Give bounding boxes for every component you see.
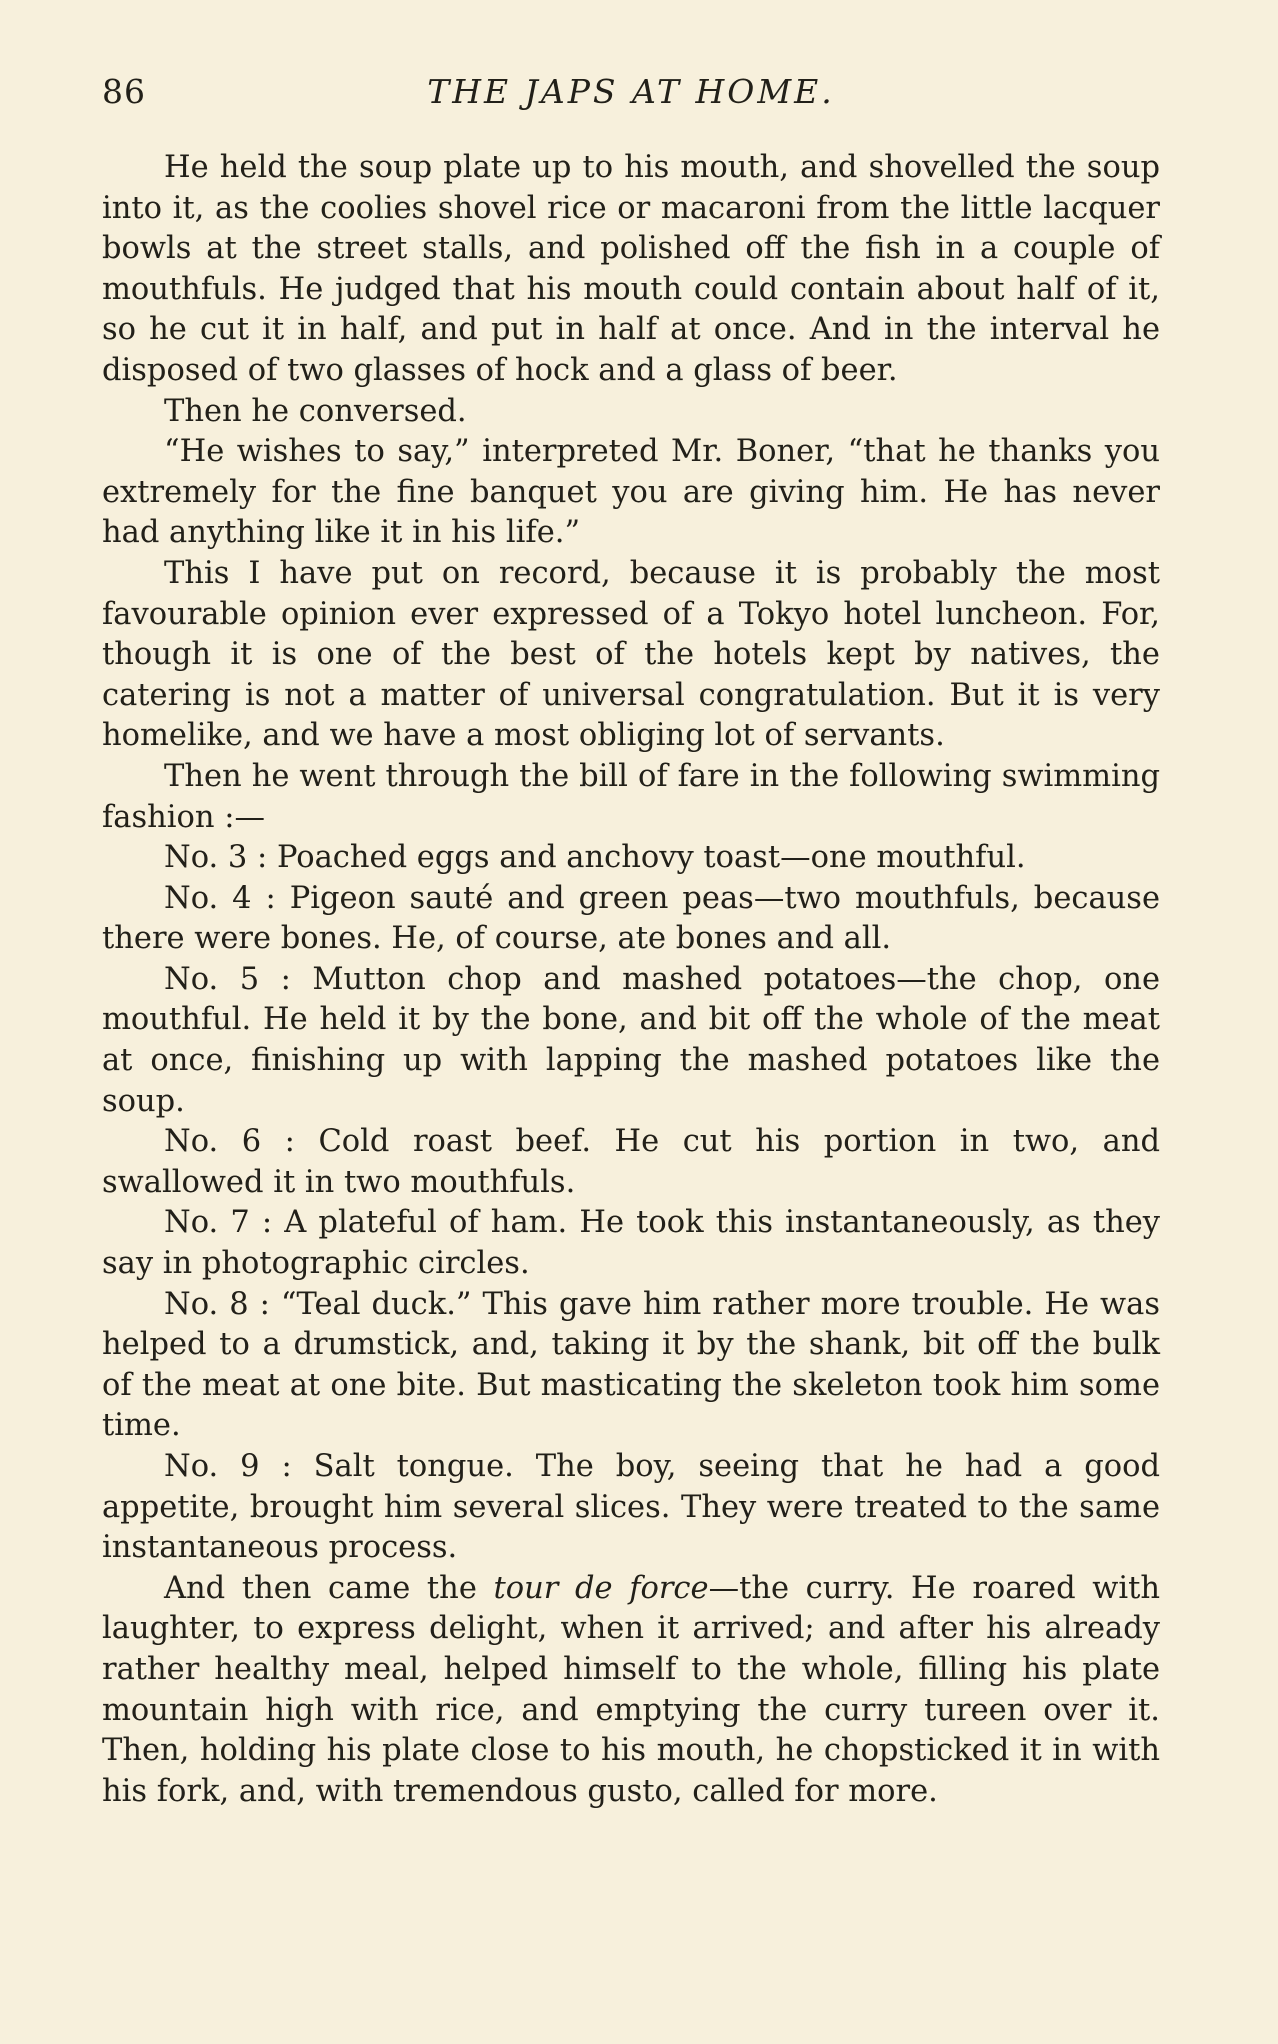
page-number: 86 [102,72,146,111]
menu-item-paragraph: No. 4 : Pigeon sauté and green peas—two mouthfuls, because there were bones. He, of course, ate bones and all. [102,880,1160,957]
paragraph [102,1569,1160,1813]
paragraph: Then he went through the bill of fare in the following swimming fashion :— [102,758,1160,835]
paragraph-text-start: And then came the [164,1570,494,1606]
menu-item-paragraph: No. 3 : Poached eggs and anchovy toast—one mouthful. [164,840,1026,876]
menu-item-paragraph: No. 5 : Mutton chop and mashed potatoes—the chop, one mouthful. He held it by the bone, and bit off the whole of the meat at once, finishing up with lapping the mashed potatoes like the soup. [102,961,1160,1119]
menu-item-paragraph: No. 9 : Salt tongue. The boy, seeing that he had a good appetite, brought him several slices. They were treated to the same instantaneous process. [102,1449,1160,1566]
body-text [102,148,1160,1812]
paragraph: Then he conversed. [164,393,467,429]
paragraph: He held the soup plate up to his mouth, and shovelled the soup into it, as the coolies shovel rice or macaroni from the little lacquer bowls at the street stalls, and polished off the fish in a couple of mouthfuls. He judged that his mouth could contain about half of it, so he cut it in half, and put in half at once. And in the interval he disposed of two glasses of hock and a glass of beer. [102,150,1160,388]
paragraph: This I have put on record, because it is probably the most favourable opinion ever expressed of a Tokyo hotel luncheon. For, though it is one of the best of the hotels kept by natives, the catering is not a matter of universal congratulation. But it is very homelike, and we have a most obliging lot of servants. [102,555,1160,754]
italic-phrase: tour de force [493,1570,709,1606]
menu-item-paragraph: No. 7 : A plateful of ham. He took this instantaneously, as they say in photographic circles. [102,1205,1160,1282]
paragraph: “He wishes to say,” interpreted Mr. Boner, “that he thanks you extremely for the fine banquet you are giving him. He has never had anything like it in his life.” [102,434,1160,551]
menu-item-paragraph: No. 6 : Cold roast beef. He cut his portion in two, and swallowed it in two mouthfuls. [102,1124,1160,1200]
page-header [102,72,1160,122]
menu-item-paragraph: No. 8 : “Teal duck.” This gave him rather more trouble. He was helped to a drumstick, and, taking it by the shank, bit off the bulk of the meat at one bite. But masticating the skeleton took him some time. [102,1286,1160,1444]
paragraph-text-end: —the curry. He roared with laughter, to express delight, when it arrived; and after his already rather healthy meal, helped himself to the whole, filling his plate mountain high with rice, and emptying the curry tureen over it. Then, holding his plate close to his mouth, he chopsticked it in with his fork, and, with tremendous gusto, called for more. [102,1570,1160,1809]
running-head: THE JAPS AT HOME. [427,72,835,111]
